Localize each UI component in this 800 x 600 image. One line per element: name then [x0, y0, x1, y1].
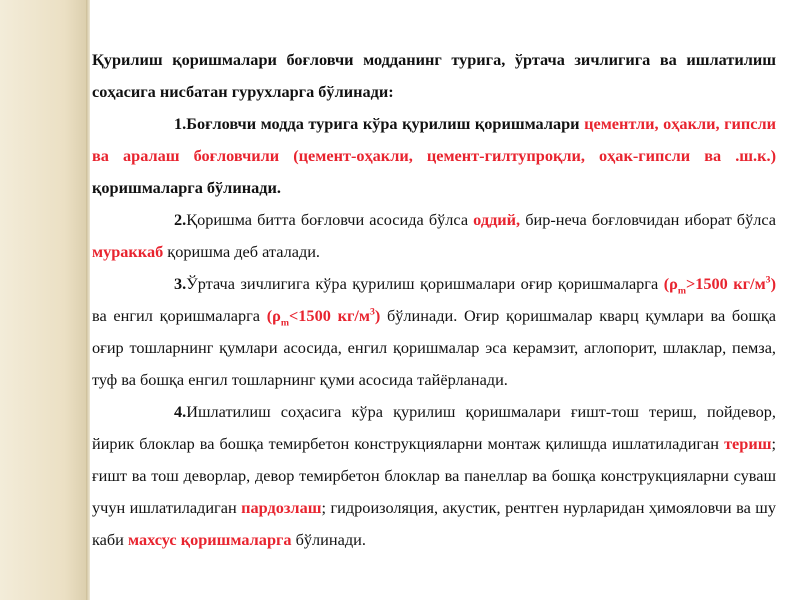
- item-number: 1.: [174, 114, 187, 133]
- text-run: ва енгил қоришмаларга: [92, 306, 267, 325]
- complex-highlight: мураккаб: [92, 242, 164, 261]
- text-run: бўлинади. Оғир қоришмалар кварц қумлари ва бошқа оғир тошларнинг қумлари асосида, енгил қоришмалар эса керамзит, аглопорит, шлаклар, пемза, туф ва бошқа енгил тошларнинг қуми асосида тайёрланади.: [92, 306, 776, 389]
- heavy-density-formula: ($\rho_m>1500$ $кг/м^3$): [663, 274, 776, 297]
- paragraph-application: [92, 396, 776, 556]
- light-density-formula: ($\rho_m<1500$ $кг/м^3$): [266, 306, 381, 329]
- text-run: бир-неча боғловчидан иборат бўлса: [520, 210, 776, 229]
- text-run: қоришма деб аталади.: [163, 242, 321, 261]
- paragraph-simple-complex: [92, 204, 776, 268]
- special-mortar-highlight: махсус қоришмаларга: [127, 530, 292, 549]
- binder-type-lead: Боғловчи модда турига кўра қурилиш қоришмалари: [186, 114, 585, 133]
- intro-paragraph: Қурилиш қоришмалари боғловчи модданинг турига, ўртача зичлигига ва ишлатилиш соҳасига нисбатан гурухларга бўлинади:: [92, 50, 776, 101]
- item-number: 2.: [174, 210, 187, 229]
- slide-text-body: [92, 44, 776, 556]
- masonry-highlight: териш: [724, 434, 772, 453]
- decorative-side-stripe: [0, 0, 86, 600]
- simple-highlight: оддий,: [473, 210, 521, 229]
- text-run: Ўртача зичлигига кўра қурилиш қоришмалари оғир қоришмаларга: [186, 274, 664, 293]
- text-run: Ишлатилиш соҳасига кўра қурилиш қоришмалари ғишт-тош териш, пойдевор, йирик блоклар ва бошқа темирбетон конструкцияларни монтаж қилишда ишлатиладиган: [92, 402, 776, 453]
- paragraph-density: [92, 268, 776, 396]
- stripe-edge: [86, 0, 90, 600]
- paragraph-binder-type: [92, 108, 776, 204]
- text-run: бўлинади.: [291, 530, 366, 549]
- text-run: ; ғишт ва тош деворлар, девор темирбетон блоклар ва панеллар ва бошқа конструкцияларни суваш учун ишлатиладиган: [92, 434, 776, 517]
- item-number: 4.: [174, 402, 187, 421]
- binder-types-highlight: цементли, оҳакли, гипсли ва аралаш боғловчили (цемент-оҳакли, цемент-гилтупроқли, оҳак-гипсли ва .ш.к.): [92, 114, 776, 165]
- text-run: ; гидроизоляция, акустик, рентген нурларидан ҳимояловчи ва шу каби: [92, 498, 776, 549]
- text-run: Қоришма битта боғловчи асосида бўлса: [186, 210, 474, 229]
- item-number: 3.: [174, 274, 187, 293]
- plaster-highlight: пардозлаш: [241, 498, 322, 517]
- binder-type-tail: қоришмаларга бўлинади.: [92, 178, 281, 197]
